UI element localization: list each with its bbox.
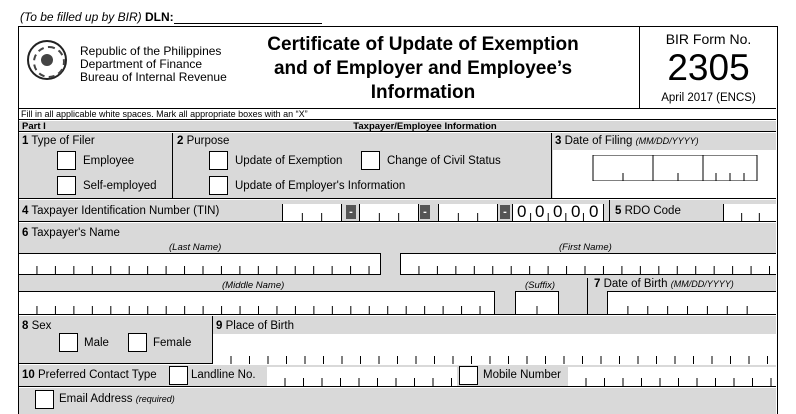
suffix-caption: (Suffix) bbox=[525, 280, 556, 291]
date-of-filing-label bbox=[555, 135, 699, 147]
tick-marks bbox=[19, 266, 380, 274]
field-label: Place of Birth bbox=[225, 320, 295, 332]
field-number: 1 bbox=[22, 135, 29, 147]
date-boxes bbox=[553, 155, 776, 181]
sex-label bbox=[22, 320, 51, 332]
tin-branch-code[interactable] bbox=[512, 204, 604, 222]
agency-line: Department of Finance bbox=[80, 57, 203, 71]
tin-part-3[interactable] bbox=[438, 204, 498, 222]
field-label: Type of Filer bbox=[31, 135, 95, 147]
form-number-box bbox=[639, 27, 776, 109]
dln-line-header bbox=[20, 10, 322, 24]
form-title bbox=[237, 33, 609, 105]
email-checkbox[interactable] bbox=[35, 390, 54, 409]
landline-input[interactable] bbox=[267, 367, 457, 387]
section-filer-purpose-date bbox=[19, 133, 776, 199]
tick-marks bbox=[568, 378, 776, 386]
agency-block bbox=[80, 45, 227, 84]
place-of-birth-input[interactable] bbox=[213, 334, 776, 364]
first-name-caption: (First Name) bbox=[559, 242, 612, 253]
mobile-input[interactable] bbox=[568, 367, 776, 387]
form-number-label: BIR Form No. bbox=[665, 31, 752, 47]
tick-marks bbox=[513, 213, 603, 221]
field-number: 2 bbox=[177, 135, 184, 147]
tin-label bbox=[22, 205, 219, 217]
first-name-input[interactable] bbox=[400, 253, 776, 275]
tin-part-2[interactable] bbox=[359, 204, 419, 222]
taxpayer-name-label bbox=[22, 227, 120, 239]
update-exemption-label: Update of Exemption bbox=[235, 155, 343, 167]
part-title: Taxpayer/Employee Information bbox=[353, 121, 497, 132]
form-number: 2305 bbox=[667, 47, 750, 88]
field-hint: (required) bbox=[135, 394, 175, 404]
date-of-filing-input[interactable] bbox=[553, 150, 776, 199]
divider bbox=[551, 133, 552, 199]
type-of-filer-label bbox=[22, 135, 95, 147]
part-bar bbox=[19, 121, 776, 132]
form-header bbox=[19, 27, 776, 109]
form-title-line: Information bbox=[370, 82, 476, 103]
field-label: Date of Filing bbox=[564, 135, 633, 147]
form-title-line: and of Employer and Employee’s bbox=[273, 58, 573, 79]
agency-line: Bureau of Internal Revenue bbox=[80, 70, 227, 84]
field-number: 6 bbox=[22, 227, 29, 239]
section-tin bbox=[19, 200, 776, 222]
place-of-birth-label bbox=[216, 320, 294, 332]
tin-dash: - bbox=[346, 205, 356, 219]
branch-digit: 0 bbox=[553, 202, 563, 221]
divider bbox=[609, 200, 610, 222]
section-taxpayer-name bbox=[19, 223, 776, 315]
field-label: Taxpayer Identification Number (TIN) bbox=[31, 205, 220, 217]
instruction-text: Fill in all applicable white spaces. Mark all appropriate boxes with an “X” bbox=[19, 109, 776, 120]
branch-digit: 0 bbox=[571, 202, 581, 221]
contact-type-label bbox=[22, 369, 157, 381]
field-label: Date of Birth bbox=[603, 278, 668, 290]
field-number: 4 bbox=[22, 205, 29, 217]
field-number: 5 bbox=[615, 205, 622, 217]
tick-marks bbox=[267, 378, 457, 386]
section-email bbox=[19, 388, 776, 414]
agency-line: Republic of the Philippines bbox=[80, 44, 222, 58]
self-employed-checkbox[interactable] bbox=[57, 176, 76, 195]
part-label: Part I bbox=[22, 121, 46, 132]
field-hint: (MM/DD/YYYY) bbox=[670, 279, 734, 289]
employee-option-label: Employee bbox=[83, 155, 135, 167]
field-hint: (MM/DD/YYYY) bbox=[635, 136, 699, 146]
email-label bbox=[59, 393, 175, 405]
field-number: 7 bbox=[594, 278, 601, 290]
dln-prefix: (To be filled up by BIR) bbox=[20, 10, 142, 24]
date-of-birth-label bbox=[594, 278, 734, 290]
male-label: Male bbox=[84, 337, 109, 349]
self-employed-option-label: Self-employed bbox=[83, 180, 157, 192]
section-contact-type bbox=[19, 365, 776, 387]
date-of-birth-input[interactable] bbox=[607, 291, 776, 315]
landline-label: Landline No. bbox=[191, 369, 256, 381]
section-sex-birthplace bbox=[19, 316, 776, 364]
divider bbox=[172, 133, 173, 199]
female-label: Female bbox=[153, 337, 192, 349]
update-exemption-checkbox[interactable] bbox=[209, 151, 228, 170]
branch-digit: 0 bbox=[517, 202, 527, 221]
branch-digit: 0 bbox=[535, 202, 545, 221]
update-employer-info-label: Update of Employer's Information bbox=[235, 180, 406, 192]
tin-dash: - bbox=[500, 205, 510, 219]
suffix-input[interactable] bbox=[515, 291, 559, 315]
update-employer-info-checkbox[interactable] bbox=[209, 176, 228, 195]
purpose-label bbox=[177, 135, 229, 147]
branch-digit: 0 bbox=[589, 202, 599, 221]
bir-seal-icon bbox=[27, 40, 67, 80]
tick-marks bbox=[360, 213, 418, 221]
mobile-checkbox[interactable] bbox=[459, 366, 478, 385]
field-label: Taxpayer's Name bbox=[31, 227, 120, 239]
dln-label: DLN: bbox=[144, 10, 174, 24]
tin-part-1[interactable] bbox=[282, 204, 342, 222]
field-label: RDO Code bbox=[624, 205, 681, 217]
male-checkbox[interactable] bbox=[59, 333, 78, 352]
divider bbox=[587, 278, 588, 315]
form-title-line: Certificate of Update of Exemption bbox=[267, 34, 579, 55]
change-civil-status-checkbox[interactable] bbox=[361, 151, 380, 170]
last-name-caption: (Last Name) bbox=[169, 242, 222, 253]
tick-marks bbox=[19, 306, 494, 314]
field-number: 8 bbox=[22, 320, 29, 332]
field-label: Sex bbox=[31, 320, 52, 332]
form-version: April 2017 (ENCS) bbox=[661, 92, 756, 104]
dln-input[interactable] bbox=[174, 13, 322, 24]
field-label: Email Address bbox=[59, 393, 133, 405]
mobile-label: Mobile Number bbox=[483, 369, 561, 381]
landline-checkbox[interactable] bbox=[169, 366, 188, 385]
field-label: Preferred Contact Type bbox=[38, 369, 157, 381]
rdo-label bbox=[615, 205, 681, 217]
field-label: Purpose bbox=[186, 135, 230, 147]
form-2305 bbox=[18, 26, 778, 414]
field-number: 9 bbox=[216, 320, 223, 332]
tick-marks bbox=[283, 213, 341, 221]
middle-name-caption: (Middle Name) bbox=[222, 280, 285, 291]
female-checkbox[interactable] bbox=[128, 333, 147, 352]
field-number: 3 bbox=[555, 135, 562, 147]
tin-dash: - bbox=[420, 205, 430, 219]
tick-marks bbox=[439, 213, 497, 221]
change-civil-status-label: Change of Civil Status bbox=[387, 155, 501, 167]
tick-marks bbox=[213, 356, 776, 364]
rdo-code-input[interactable] bbox=[723, 204, 776, 222]
employee-checkbox[interactable] bbox=[57, 151, 76, 170]
tick-marks bbox=[401, 266, 776, 274]
field-number: 10 bbox=[22, 369, 35, 381]
tick-marks bbox=[724, 213, 776, 221]
middle-name-input[interactable] bbox=[19, 291, 495, 315]
last-name-input[interactable] bbox=[19, 253, 381, 275]
tick-marks bbox=[608, 306, 776, 314]
tick-marks bbox=[516, 306, 558, 314]
